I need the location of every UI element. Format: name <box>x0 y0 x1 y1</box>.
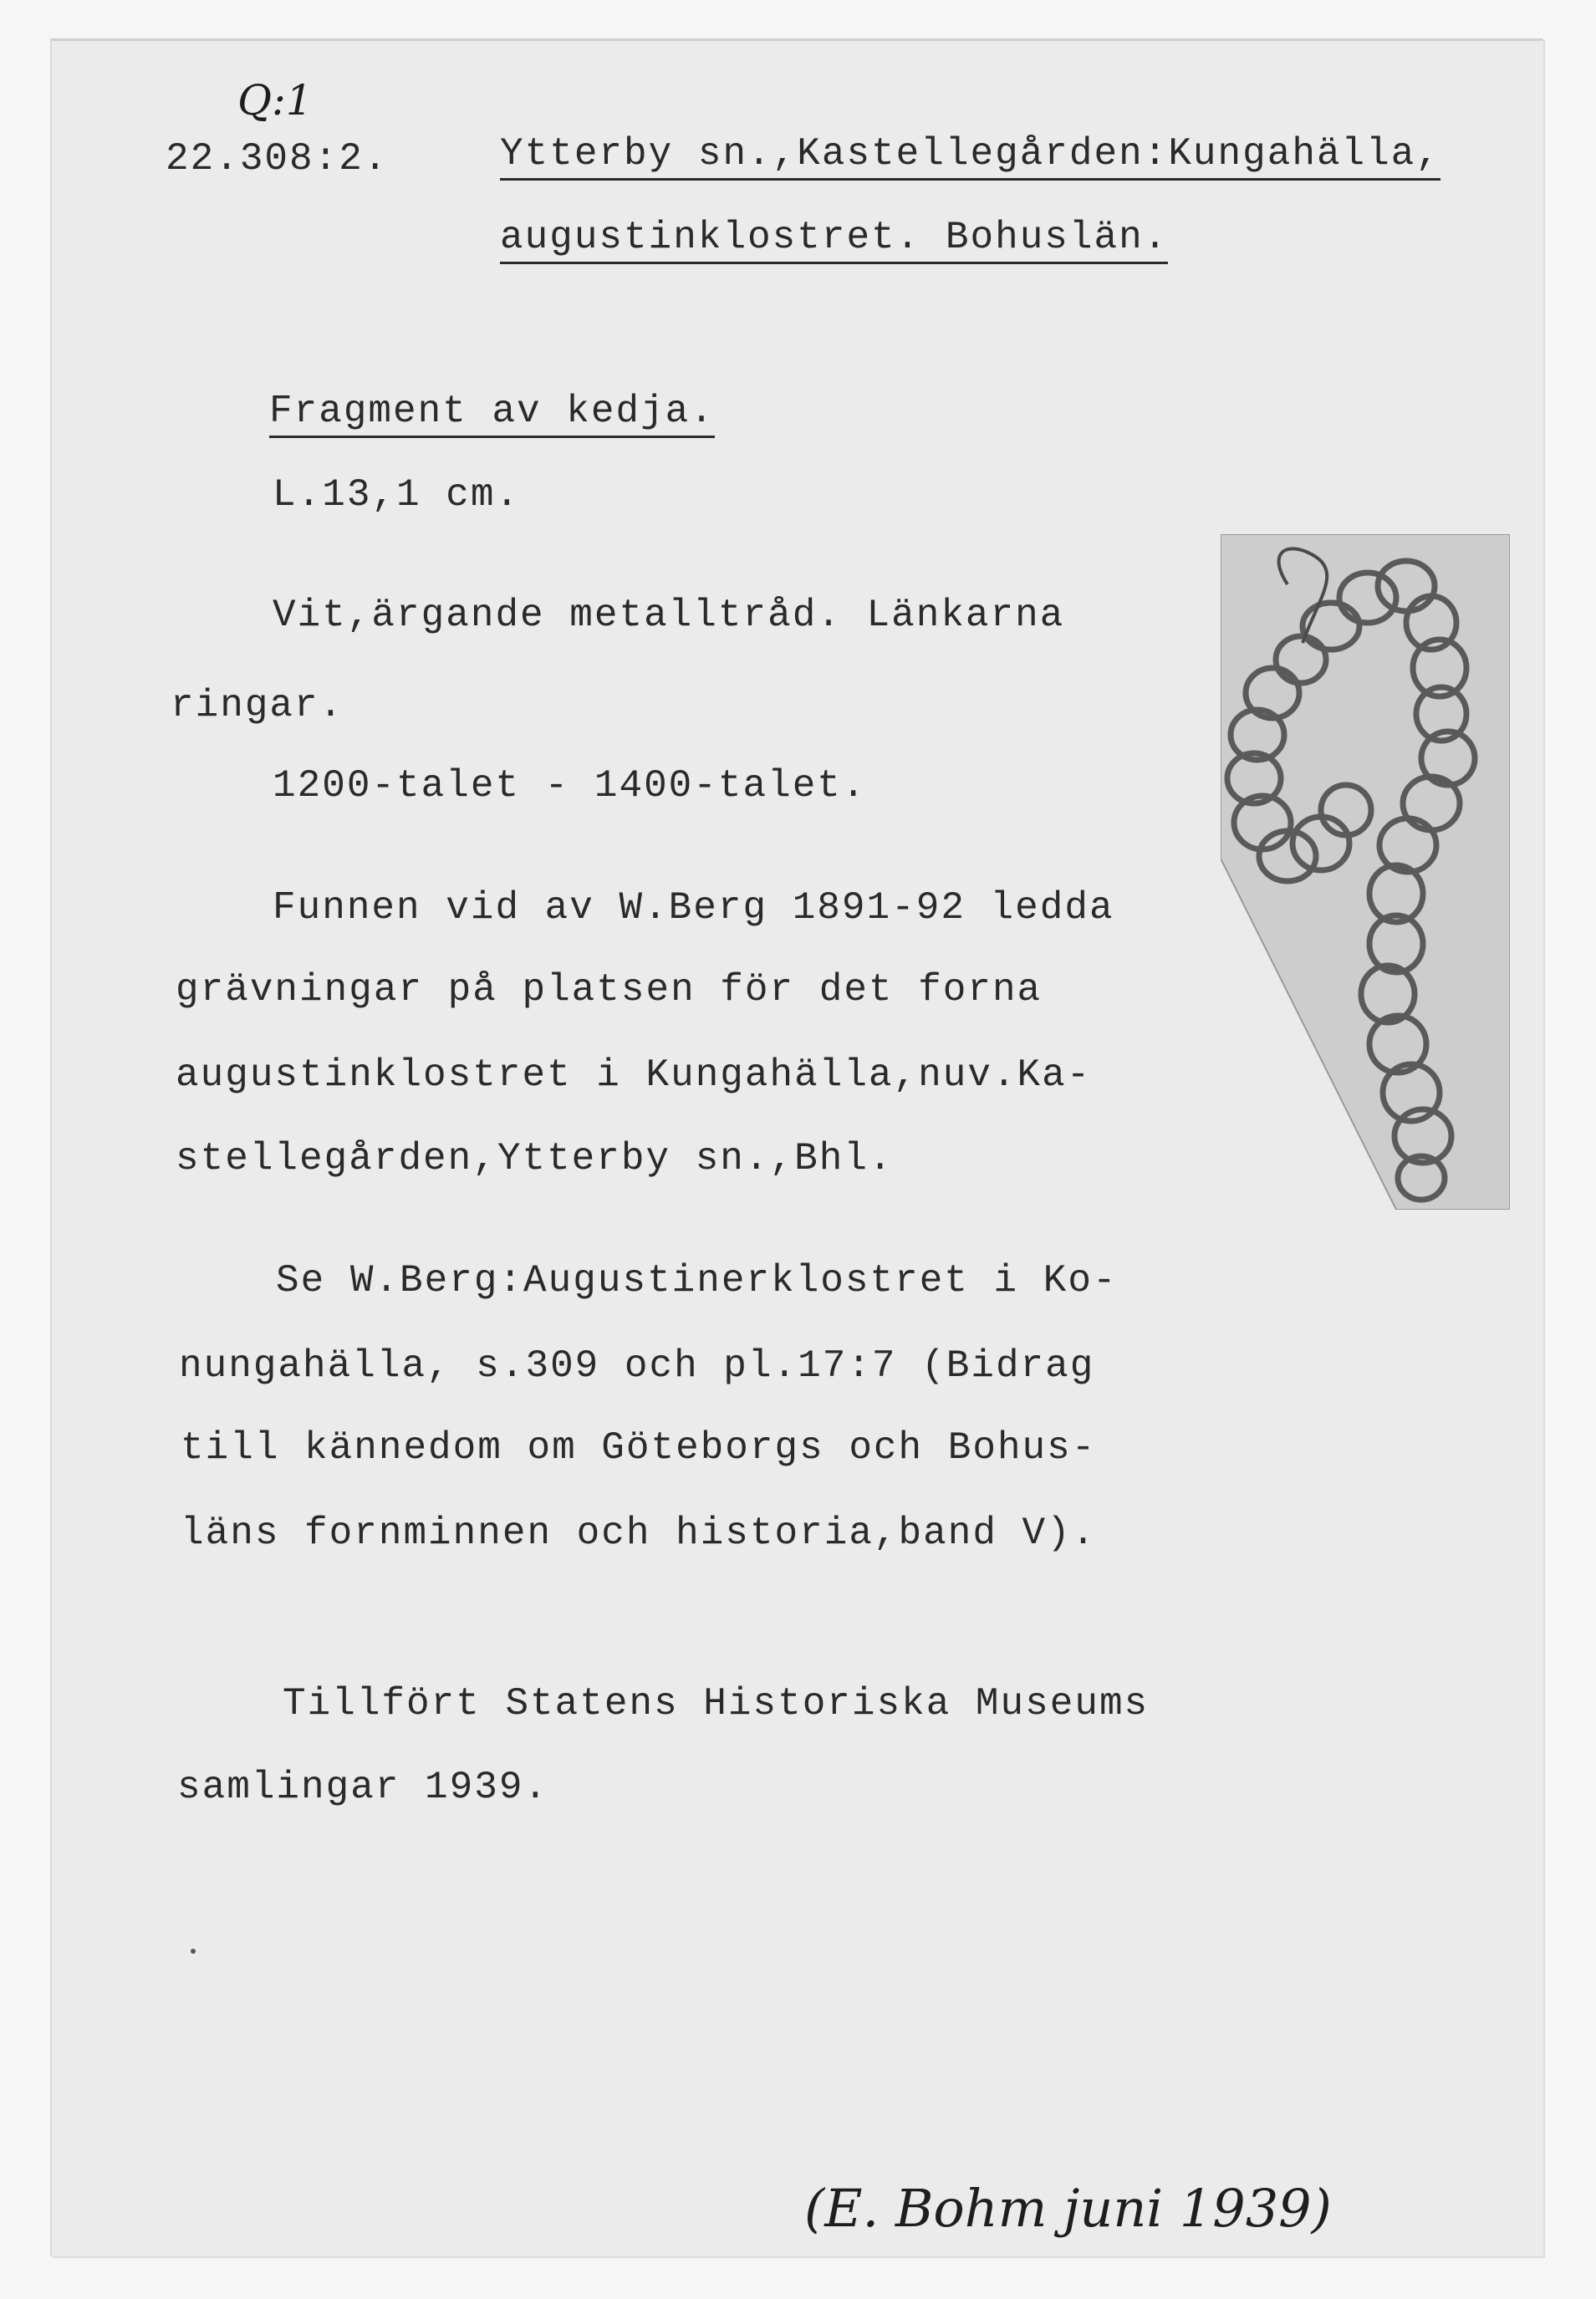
reference-line-4: läns fornminnen och historia,band V). <box>181 1511 1097 1555</box>
catalog-number: 22.308:2. <box>166 137 389 181</box>
ink-speck <box>191 1949 196 1954</box>
find-line-2: grävningar på platsen för det forna <box>176 968 1043 1012</box>
acquisition-line-1: Tillfört Statens Historiska Museums <box>283 1682 1150 1726</box>
find-line-3: augustinklostret i Kungahälla,nuv.Ka- <box>176 1053 1092 1097</box>
find-line-4: stellegården,Ytterby sn.,Bhl. <box>176 1137 894 1180</box>
catalog-card <box>50 38 1543 2256</box>
signature: (E. Bohm juni 1939) <box>804 2178 1332 2239</box>
location-line-1: Ytterby sn.,Kastellegården:Kungahälla, <box>500 135 1440 181</box>
location-line-2: augustinklostret. Bohuslän. <box>500 218 1168 264</box>
measurement: L.13,1 cm. <box>273 473 521 517</box>
reference-line-3: till kännedom om Göteborgs och Bohus- <box>181 1426 1097 1470</box>
description-line-1: Vit,ärgande metalltråd. Länkarna <box>273 594 1065 637</box>
dating: 1200-talet - 1400-talet. <box>273 764 867 808</box>
find-line-1: Funnen vid av W.Berg 1891-92 ledda <box>273 886 1114 930</box>
reference-line-1: Se W.Berg:Augustinerklostret i Ko- <box>276 1259 1118 1302</box>
shelf-mark: Q:1 <box>237 76 313 125</box>
chain-photo <box>1221 534 1510 1210</box>
reference-line-2: nungahälla, s.309 och pl.17:7 (Bidrag <box>179 1344 1095 1388</box>
description-line-2: ringar. <box>171 684 344 727</box>
object-title: Fragment av kedja. <box>269 392 715 438</box>
acquisition-line-2: samlingar 1939. <box>177 1766 549 1809</box>
